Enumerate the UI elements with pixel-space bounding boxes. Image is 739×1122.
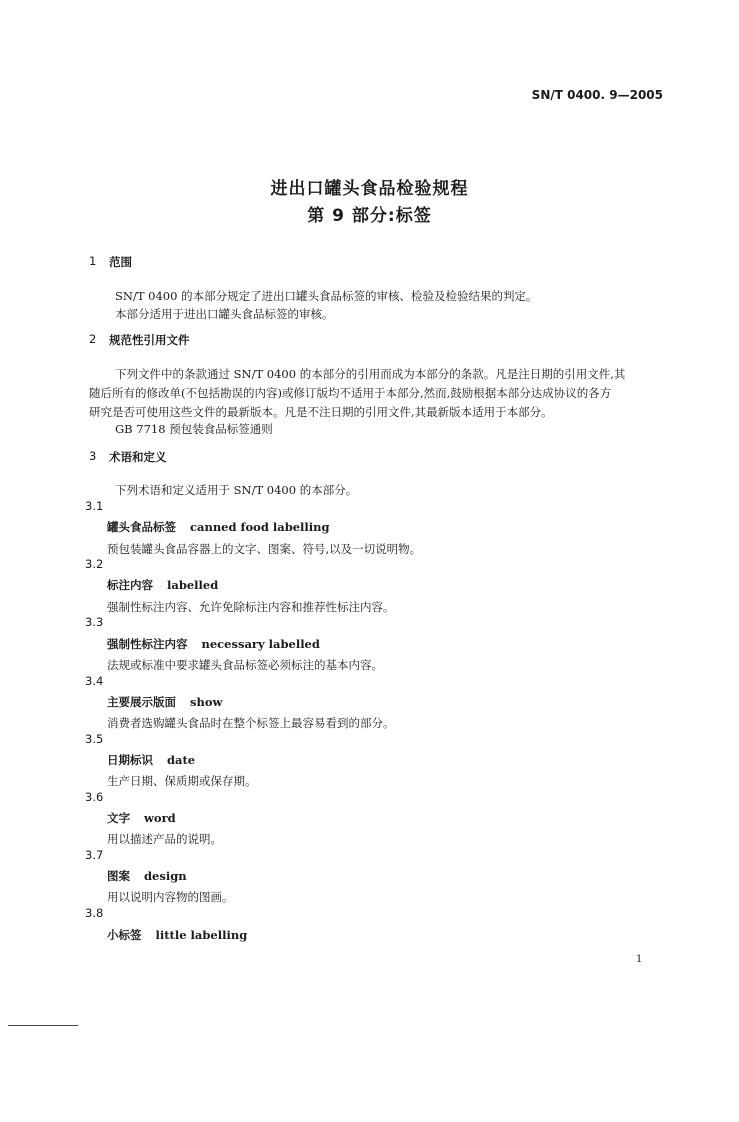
footer-rule bbox=[8, 1025, 78, 1026]
section-number: 1 bbox=[89, 254, 97, 268]
term-heading bbox=[107, 519, 330, 535]
term-number: 3.2 bbox=[85, 557, 104, 571]
term-number: 3.1 bbox=[85, 499, 104, 513]
term-definition: 强制性标注内容、允许免除标注内容和推荐性标注内容。 bbox=[107, 600, 395, 614]
term-en: date bbox=[167, 753, 196, 767]
section-title: 范围 bbox=[109, 255, 132, 269]
paragraph: 研究是否可使用这些文件的最新版本。凡是不注日期的引用文件,其最新版本适用于本部分。 bbox=[89, 405, 553, 419]
term-heading bbox=[107, 752, 195, 768]
term-definition: 法规或标准中要求罐头食品标签必须标注的基本内容。 bbox=[107, 658, 383, 672]
term-heading bbox=[107, 810, 176, 826]
term-number: 3.5 bbox=[85, 732, 104, 746]
term-zh: 文字 bbox=[107, 811, 130, 825]
term-en: show bbox=[190, 695, 223, 709]
document-subtitle: 第 9 部分:标签 bbox=[307, 206, 432, 226]
term-definition: 预包装罐头食品容器上的文字、图案、符号,以及一切说明物。 bbox=[107, 542, 422, 556]
term-zh: 主要展示版面 bbox=[107, 695, 176, 709]
term-number: 3.4 bbox=[85, 674, 104, 688]
term-heading bbox=[107, 636, 320, 652]
term-definition: 消费者选购罐头食品时在整个标签上最容易看到的部分。 bbox=[107, 716, 395, 730]
paragraph: 下列文件中的条款通过 SN/T 0400 的本部分的引用而成为本部分的条款。凡是注日期的引用文件,其 bbox=[115, 367, 626, 381]
term-zh: 图案 bbox=[107, 869, 130, 883]
page-number: 1 bbox=[636, 954, 643, 965]
paragraph: 下列术语和定义适用于 SN/T 0400 的本部分。 bbox=[115, 483, 358, 497]
term-en: word bbox=[144, 811, 176, 825]
term-definition: 用以描述产品的说明。 bbox=[107, 832, 222, 846]
paragraph: 随后所有的修改单(不包括勘误的内容)或修订版均不适用于本部分,然而,鼓励根据本部分达成协议的各方 bbox=[89, 386, 612, 400]
term-number: 3.3 bbox=[85, 615, 104, 629]
term-en: labelled bbox=[167, 578, 219, 592]
term-number: 3.8 bbox=[85, 906, 104, 920]
term-zh: 日期标识 bbox=[107, 753, 153, 767]
term-heading bbox=[107, 694, 222, 710]
section-number: 2 bbox=[89, 332, 97, 346]
term-definition: 用以说明内容物的图画。 bbox=[107, 890, 234, 904]
term-definition: 生产日期、保质期或保存期。 bbox=[107, 774, 257, 788]
term-heading bbox=[107, 927, 247, 943]
document-title: 进出口罐头食品检验规程 bbox=[270, 179, 469, 199]
term-zh: 强制性标注内容 bbox=[107, 637, 188, 651]
term-en: necessary labelled bbox=[201, 637, 320, 651]
term-heading bbox=[107, 577, 218, 593]
standard-code: SN/T 0400. 9—2005 bbox=[531, 88, 663, 102]
section-title: 规范性引用文件 bbox=[109, 333, 190, 347]
term-en: canned food labelling bbox=[190, 520, 330, 534]
term-en: little labelling bbox=[155, 928, 248, 942]
term-zh: 罐头食品标签 bbox=[107, 520, 176, 534]
term-zh: 小标签 bbox=[107, 928, 142, 942]
section-title: 术语和定义 bbox=[109, 450, 167, 464]
term-zh: 标注内容 bbox=[107, 578, 153, 592]
section-number: 3 bbox=[89, 449, 97, 463]
paragraph: 本部分适用于进出口罐头食品标签的审核。 bbox=[115, 307, 334, 321]
term-number: 3.7 bbox=[85, 848, 104, 862]
term-heading bbox=[107, 868, 187, 884]
paragraph: SN/T 0400 的本部分规定了进出口罐头食品标签的审核、检验及检验结果的判定。 bbox=[115, 289, 538, 303]
term-number: 3.6 bbox=[85, 790, 104, 804]
term-en: design bbox=[144, 869, 187, 883]
reference-entry: GB 7718 预包装食品标签通则 bbox=[115, 422, 273, 436]
